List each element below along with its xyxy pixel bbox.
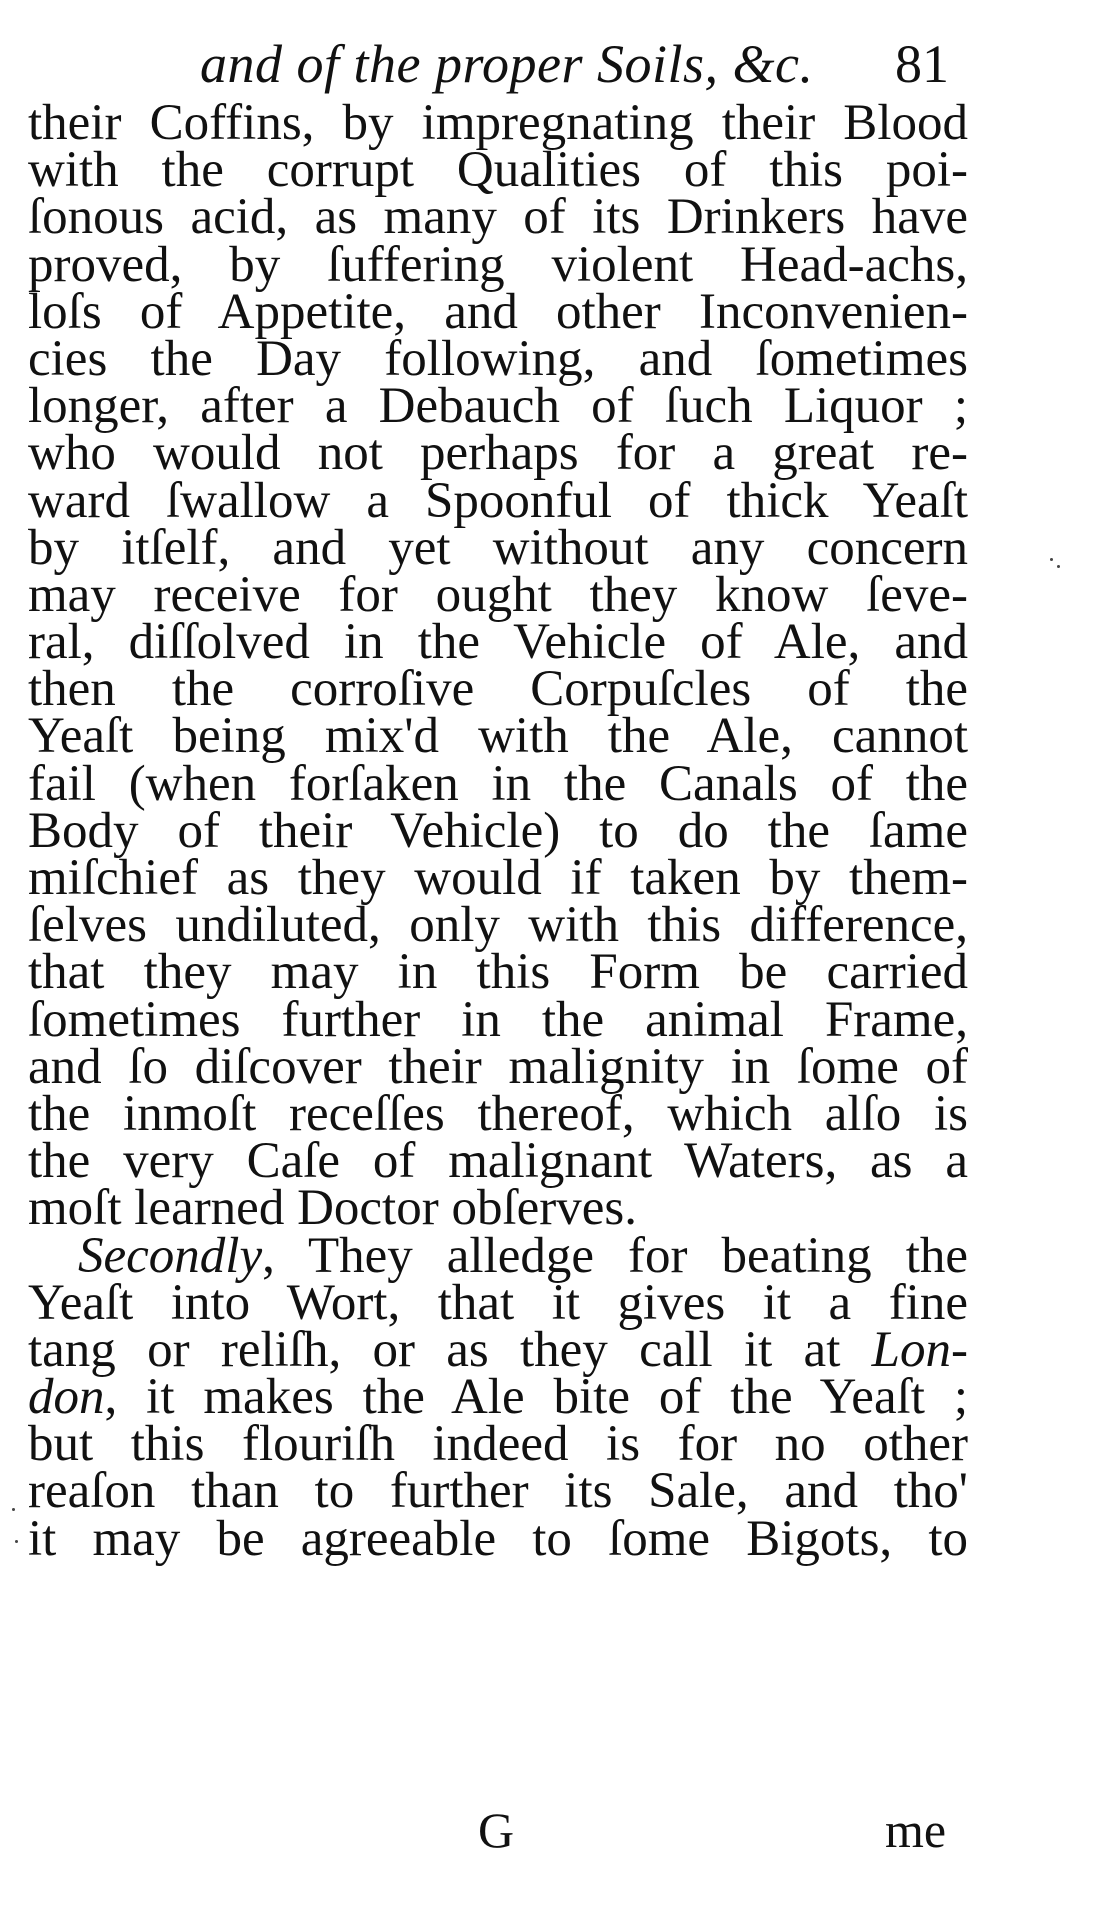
text-line: may receive for ought they know ſeve- (28, 566, 968, 623)
italic-word: Lon- (871, 1321, 968, 1378)
text-line: that they may in this Form be carried (28, 944, 968, 1001)
ink-speck (1050, 558, 1053, 561)
running-title: and of the proper Soils, &c. (200, 34, 814, 94)
text-line: with the corrupt Qualities of this poi- (28, 142, 968, 199)
page-number: 81 (895, 34, 949, 94)
text-line: ſometimes further in the animal Frame, (28, 991, 968, 1048)
text-line: ſelves undiluted, only with this difference, (28, 897, 968, 954)
page-footer (0, 1800, 1104, 1860)
text-line: and ſo diſcover their malignity in ſome of (28, 1038, 968, 1095)
text-line: by itſelf, and yet without any concern (28, 519, 968, 576)
running-head (0, 28, 1104, 100)
text-fragment: tang or reliſh, or as they call it at (28, 1321, 872, 1378)
text-line: moſt learned Doctor obſerves. (28, 1180, 637, 1237)
paragraph-start-line (28, 1227, 968, 1284)
text-line: but this flouriſh indeed is for no other (28, 1416, 968, 1473)
ink-speck (1057, 565, 1060, 568)
text-line: ſonous acid, as many of its Drinkers have (28, 189, 968, 246)
text-line: who would not perhaps for a great re- (28, 425, 968, 482)
ink-speck (12, 1508, 15, 1511)
text-line: longer, after a Debauch of ſuch Liquor ; (28, 378, 968, 435)
italic-word: Secondly (78, 1227, 263, 1284)
ink-speck (15, 1540, 18, 1543)
text-line (28, 1321, 968, 1378)
text-line: proved, by ſuffering violent Head-achs, (28, 236, 968, 293)
text-line: then the corroſive Corpuſcles of the (28, 661, 968, 718)
text-line: cies the Day following, and ſometimes (28, 330, 968, 387)
text-line: Yeaſt into Wort, that it gives it a fine (28, 1274, 968, 1331)
signature-mark: G (478, 1802, 515, 1858)
text-line: the inmoſt receſſes thereof, which alſo is (28, 1085, 968, 1142)
text-fragment: , They alledge for beating the (262, 1227, 968, 1284)
text-line: reaſon than to further its Sale, and tho' (28, 1463, 968, 1520)
text-line: ward ſwallow a Spoonful of thick Yeaſt (28, 472, 968, 529)
text-line: it may be agreeable to ſome Bigots, to (28, 1510, 968, 1567)
text-line: miſchief as they would if taken by them- (28, 850, 968, 906)
text-line: ral, diſſolved in the Vehicle of Ale, and (28, 614, 968, 671)
text-line: the very Caſe of malignant Waters, as a (28, 1133, 968, 1190)
text-line (28, 1369, 968, 1426)
catchword: me (885, 1802, 947, 1858)
italic-word: don (28, 1369, 105, 1426)
text-line: Yeaſt being mix'd with the Ale, cannot (28, 708, 968, 765)
text-line: loſs of Appetite, and other Inconvenien- (28, 283, 968, 340)
text-line: Body of their Vehicle) to do the ſame (28, 802, 968, 859)
text-line: fail (when forſaken in the Canals of the (28, 755, 968, 812)
body-text (28, 95, 968, 1567)
text-line: their Coffins, by impregnating their Blood (28, 95, 968, 151)
text-fragment: , it makes the Ale bite of the Yeaſt ; (104, 1369, 968, 1426)
